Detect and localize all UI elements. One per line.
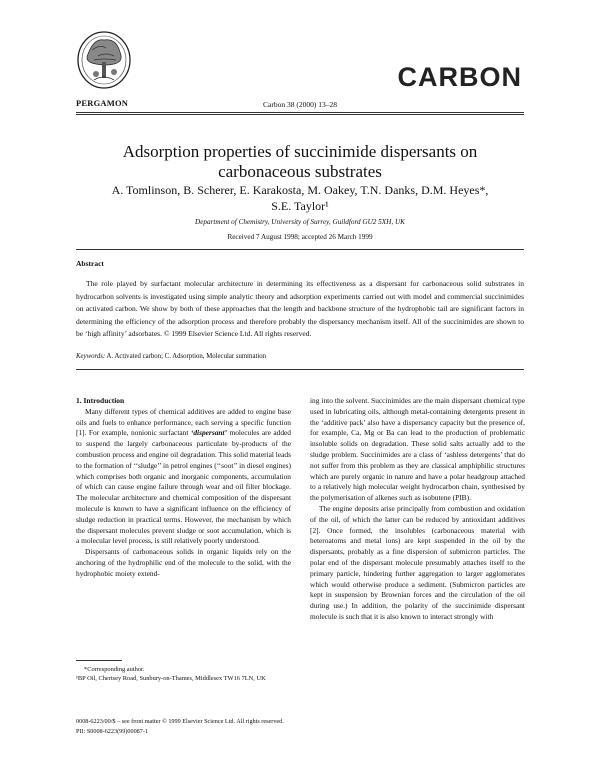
body-column-left bbox=[76, 396, 291, 580]
footnote-address: ¹BP Oil, Chertsey Road, Sunbury-on-Thames, Middlesex TW16 7LN, UK bbox=[76, 675, 266, 682]
abstract-heading: Abstract bbox=[76, 259, 104, 268]
copyright-block bbox=[76, 717, 284, 736]
header-rule-bottom bbox=[76, 114, 524, 115]
abstract-rule-bottom bbox=[76, 369, 524, 370]
authors-line-1: A. Tomlinson, B. Scherer, E. Karakosta, M. Oakey, T.N. Danks, D.M. Heyes*, bbox=[111, 183, 489, 197]
keywords-label: Keywords: bbox=[76, 353, 106, 360]
author-list bbox=[60, 182, 540, 214]
header-rule-top bbox=[76, 112, 524, 113]
text-run: Many different types of chemical additives are added to engine base oils and fuels to enhance performance, each serving a specific function [1]. For example, nonionic surfactant bbox=[76, 406, 291, 438]
journal-reference: Carbon 38 (2000) 13–28 bbox=[263, 100, 337, 109]
title-line-2: carbonaceous substrates bbox=[218, 162, 382, 181]
publisher-name: PERGAMON bbox=[76, 98, 129, 108]
section-heading: 1. Introduction bbox=[76, 396, 125, 405]
emphasized-term: ‘dispersant’ bbox=[190, 428, 228, 438]
abstract-text: The role played by surfactant molecular architecture in determining its effectiveness as a dispersant for carbonaceous solid substrates in hydrocarbon solvents is investigated using simple analytic theory and adsorption experiments carried out with model and commercial succinimides on activated carbon. We show by both of these approaches that the length and backbone structure of the hydrophobic tail are significant factors in determining the efficiency of the adsorption process and therefore probably the dispersancy mechanism itself. All of the succinimides are shown to be ‘high affinity’ adsorbates. © 1999 Elsevier Science Ltd. All rights reserved. bbox=[76, 279, 524, 338]
publisher-logo-icon bbox=[76, 30, 132, 94]
paragraph bbox=[76, 407, 291, 547]
keywords-list: A. Activated carbon; C. Adsorption, Molecular summation bbox=[106, 353, 267, 360]
authors-line-2: S.E. Taylor¹ bbox=[271, 199, 329, 213]
footnote-corresponding: *Corresponding author. bbox=[84, 666, 145, 673]
copyright-line: 0008-6223/00/$ – see front matter © 1999 Elsevier Science Ltd. All rights reserved. bbox=[76, 718, 284, 725]
paragraph: The engine deposits arise principally from combustion and oxidation of the oil, of which the latter can be reduced by antioxidant additives [2]. Once formed, the insolubles (carbonaceous material with heteroatoms and metal ions) are kept suspended in the oil by the dispersants, probably as a fine dispersion of submicron particles. The polar end of the dispersant molecule presumably attaches itself to the primary particle, hindering further aggregation to larger agglomerates which would otherwise produce a sediment. (Submicron particles are kept in suspension by Brownian forces and the circulation of the oil during use.) In addition, the polarity of the succinimide dispersant molecule is such that it is also known to interact strongly with bbox=[310, 503, 525, 621]
paragraph: Dispersants of carbonaceous solids in organic liquids rely on the anchoring of the hydrophilic end of the molecule to the solid, with the hydrophobic moiety extend- bbox=[76, 547, 291, 578]
body-column-right bbox=[310, 396, 525, 623]
paragraph: ing into the solvent. Succinimides are the main dispersant chemical type used in lubricating oils, although metal-containing detergents present in the ‘additive pack’ also have a dispersancy capacity but the presence of, for example, Ca, Mg or Ba can lead to the production of problematic insoluble solids on degradation. These solid salts actually add to the sludge problem. Succinimides are a class of ‘ashless detergents’ that do not suffer from this problem as they are classical amphiphilic structures which are purely organic in nature and have a polar headgroup attached to a relatively high molecular weight hydrocarbon chain, synthesised by the polymerisation of alkenes such as isobutene (PIB). bbox=[310, 396, 525, 503]
affiliation: Department of Chemistry, University of Surrey, Guildford GU2 5XH, UK bbox=[195, 218, 405, 226]
article-title bbox=[60, 142, 540, 182]
abstract-rule-top bbox=[76, 249, 524, 250]
footnotes bbox=[76, 665, 291, 683]
keywords bbox=[76, 353, 266, 360]
journal-name: CARBON bbox=[397, 62, 522, 92]
received-dates: Received 7 August 1998; accepted 26 March 1999 bbox=[227, 233, 373, 241]
pii-line: PII: S0008-6223(99)00087-1 bbox=[76, 727, 149, 735]
text-run: molecules are added to suspend the largely carbonaceous particulate by-products of the combustion process and engine oil degradation. This solid material leads to the formation of ‘‘sludge’’ in petrol engines (‘‘soot’’ in diesel engines) which comprises both organic and inorganic components, accumulation of which can cause engine failure through wear and oil filter blockage. The molecular architecture and chemical composition of the dispersant molecule is known to have a significant influence on the efficiency of sludge reduction in practical terms. However, the mechanism by which the dispersant molecules prevent sludge or soot accumulation, which is a molecular level process, is still relatively poorly understood. bbox=[76, 428, 291, 546]
footnote-rule bbox=[76, 660, 122, 661]
title-line-1: Adsorption properties of succinimide dispersants on bbox=[122, 142, 478, 161]
